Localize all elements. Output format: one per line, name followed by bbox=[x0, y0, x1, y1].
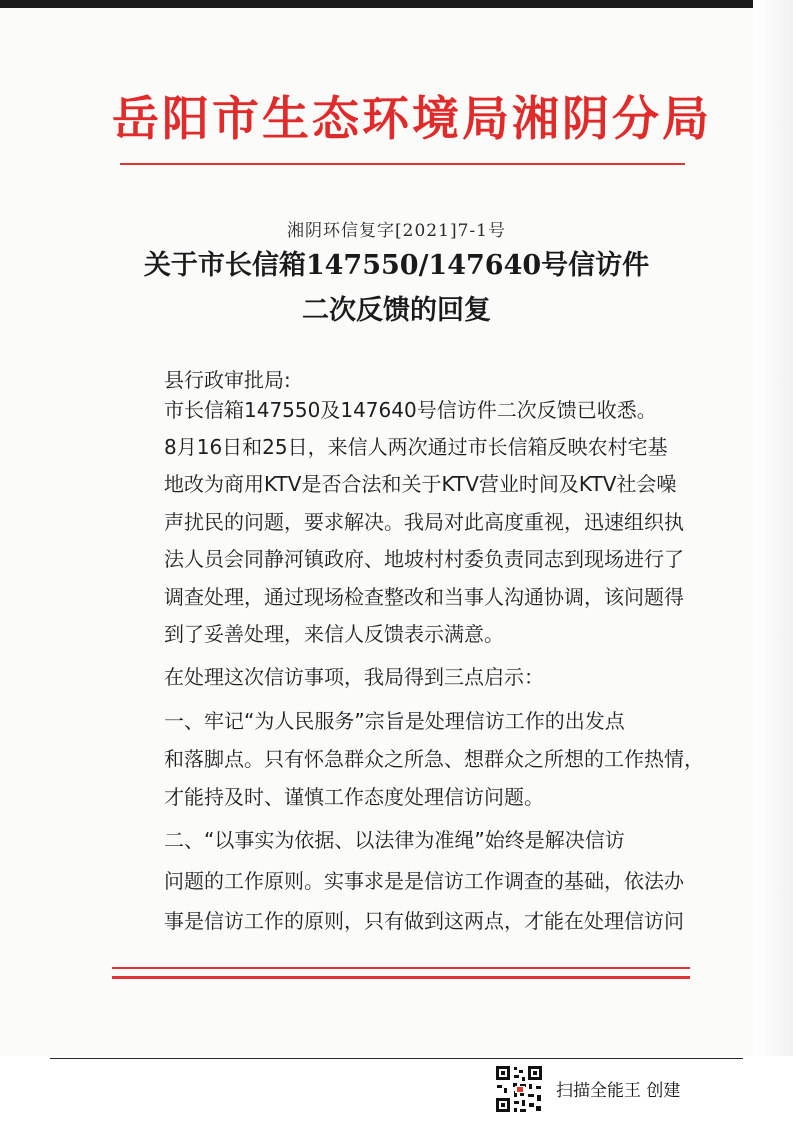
body-line: 到了妥善处理，来信人反馈表示满意。 bbox=[164, 622, 504, 646]
body-line: 法人员会同静河镇政府、地坡村村委负责同志到现场进行了 bbox=[164, 547, 684, 571]
body-line: 事是信访工作的原则，只有做到这两点，才能在处理信访问 bbox=[164, 909, 684, 933]
body-line: 市长信箱147550及147640号信访件二次反馈已收悉。 bbox=[164, 398, 657, 422]
letterhead-red-rule bbox=[120, 163, 685, 165]
body-line: 才能持及时、谨慎工作态度处理信访问题。 bbox=[164, 785, 544, 809]
body-line: 调查处理，通过现场检查整改和当事人沟通协调，该问题得 bbox=[164, 585, 684, 609]
document-number: 湘阴环信复字[2021]7-1号 bbox=[287, 221, 506, 241]
body-line: 在处理这次信访事项，我局得到三点启示： bbox=[164, 665, 544, 689]
document-title-line-1: 关于市长信箱147550/147640号信访件 bbox=[143, 250, 650, 281]
body-line: 二、“以事实为依据、以法律为准绳”始终是解决信访 bbox=[164, 828, 625, 852]
salutation: 县行政审批局: bbox=[164, 368, 291, 392]
scanner-watermark-label: 扫描全能王 创建 bbox=[556, 1081, 681, 1101]
body-line: 8月16日和25日，来信人两次通过市长信箱反映农村宅基 bbox=[164, 435, 668, 459]
footer-red-rule-thick bbox=[112, 976, 690, 979]
footer-red-rule bbox=[112, 967, 690, 969]
body-line: 问题的工作原则。实事求是是信访工作调查的基础，依法办 bbox=[164, 869, 684, 893]
body-line: 和落脚点。只有怀急群众之所急、想群众之所想的工作热情， bbox=[164, 747, 704, 771]
body-line: 地改为商用KTV是否合法和关于KTV营业时间及KTV社会噪 bbox=[164, 472, 677, 496]
footer-divider bbox=[50, 1058, 743, 1059]
body-line: 声扰民的问题，要求解决。我局对此高度重视，迅速组织执 bbox=[164, 510, 684, 534]
body-line: 一、牢记“为人民服务”宗旨是处理信访工作的出发点 bbox=[164, 709, 625, 733]
scan-shadow bbox=[753, 0, 793, 1070]
document-title-line-2: 二次反馈的回复 bbox=[302, 295, 491, 326]
scan-edge bbox=[0, 0, 793, 8]
letterhead-org-name: 岳阳市生态环境局湘阴分局 bbox=[112, 92, 712, 147]
qr-code-icon bbox=[494, 1064, 544, 1114]
